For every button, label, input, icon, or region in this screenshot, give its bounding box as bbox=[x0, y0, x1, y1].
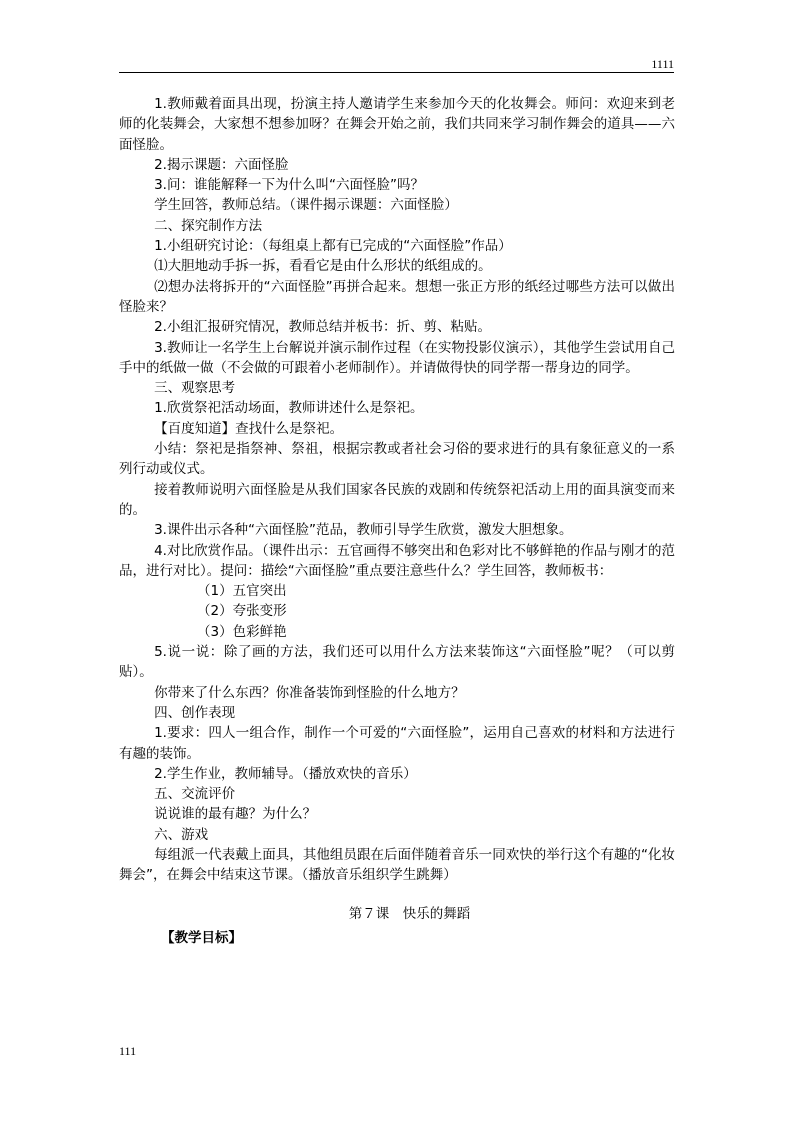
paragraph: 每组派一代表戴上面具，其他组员跟在后面伴随着音乐一同欢快的举行这个有趣的“化妆舞会”，在舞会中结束这节课。（播放音乐组织学生跳舞） bbox=[119, 846, 675, 884]
paragraph: 说说谁的最有趣？为什么？ bbox=[154, 806, 317, 823]
section-heading: 三、观察思考 bbox=[154, 380, 236, 397]
list-item: （2）夸张变形 bbox=[197, 603, 287, 620]
paragraph: ⑵想办法将拆开的“六面怪脸”再拼合起来。想想一张正方形的纸经过哪些方法可以做出怪脸来？ bbox=[119, 278, 675, 315]
paragraph: 学生回答，教师总结。（课件揭示课题：六面怪脸） bbox=[154, 197, 458, 214]
paragraph: 你带来了什么东西？你准备装饰到怪脸的什么地方？ bbox=[154, 684, 465, 701]
list-item: （3）色彩鲜艳 bbox=[197, 623, 287, 640]
paragraph: 1.小组研究讨论：（每组桌上都有已完成的“六面怪脸”作品） bbox=[154, 238, 512, 255]
paragraph: 【百度知道】查找什么是祭祀。 bbox=[154, 420, 344, 437]
paragraph: 2.小组汇报研究情况，教师总结并板书：折、剪、粘贴。 bbox=[154, 319, 491, 336]
section-heading: 二、探究制作方法 bbox=[154, 217, 263, 234]
paragraph: 3.教师让一名学生上台解说并演示制作过程（在实物投影仪演示），其他学生尝试用自己手中的纸做一做（不会做的可跟着小老师制作）。并请做得快的同学帮一帮身边的同学。 bbox=[119, 339, 675, 376]
paragraph: 接着教师说明六面怪脸是从我们国家各民族的戏剧和传统祭祀活动上用的面具演变而来的。 bbox=[119, 481, 675, 518]
section-heading: 六、游戏 bbox=[154, 826, 209, 843]
list-item: （1）五官突出 bbox=[197, 583, 287, 600]
header-page-number: 1111 bbox=[651, 57, 674, 71]
paragraph: 2.揭示课题：六面怪脸 bbox=[154, 156, 289, 173]
document-body bbox=[119, 94, 675, 948]
paragraph: 3.课件出示各种“六面怪脸”范品，教师引导学生欣赏，激发大胆想象。 bbox=[154, 522, 573, 539]
footer-page-number: 111 bbox=[119, 1044, 137, 1058]
paragraph: ⑴大胆地动手拆一拆，看看它是由什么形状的纸组成的。 bbox=[154, 258, 492, 275]
header-rule bbox=[119, 72, 674, 73]
section-heading: 四、创作表现 bbox=[154, 704, 236, 721]
section-heading: 五、交流评价 bbox=[154, 786, 236, 803]
paragraph: 5.说一说：除了画的方法，我们还可以用什么方法来装饰这“六面怪脸”呢？（可以剪贴）。 bbox=[119, 644, 675, 681]
paragraph: 1.欣赏祭祀活动场面，教师讲述什么是祭祀。 bbox=[154, 400, 424, 417]
paragraph: 1.教师戴着面具出现，扮演主持人邀请学生来参加今天的化妆舞会。师问：欢迎来到老师的化装舞会，大家想不想参加呀？在舞会开始之前，我们共同来学习制作舞会的道具——六面怪脸。 bbox=[119, 96, 675, 153]
paragraph: 4.对比欣赏作品。（课件出示：五官画得不够突出和色彩对比不够鲜艳的作品与刚才的范品，进行对比）。提问：描绘“六面怪脸”重点要注意些什么？学生回答，教师板书： bbox=[119, 542, 675, 579]
objectives-heading: 【教学目标】 bbox=[161, 929, 242, 946]
paragraph: 3.问：谁能解释一下为什么叫“六面怪脸”吗？ bbox=[154, 177, 424, 194]
paragraph: 2.学生作业，教师辅导。（播放欢快的音乐） bbox=[154, 765, 417, 782]
paragraph: 小结：祭祀是指祭神、祭祖，根据宗教或者社会习俗的要求进行的具有象征意义的一系列行动或仪式。 bbox=[119, 441, 675, 478]
chapter-title: 第７课 快乐的舞蹈 bbox=[348, 905, 471, 922]
paragraph: 1.要求：四人一组合作，制作一个可爱的“六面怪脸”，运用自己喜欢的材料和方法进行有趣的装饰。 bbox=[119, 725, 675, 762]
